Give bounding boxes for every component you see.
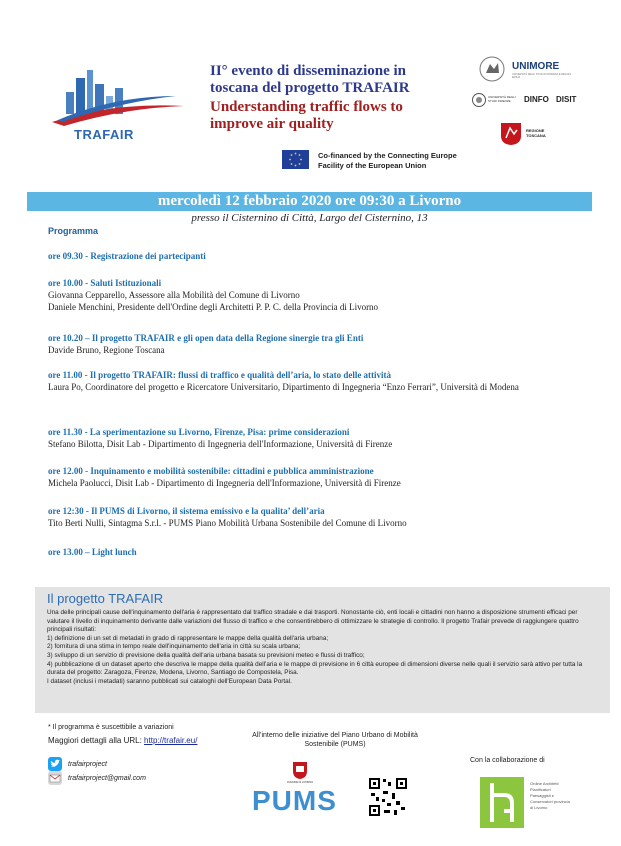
project-info-box [35, 587, 610, 713]
livorno-crest-icon [290, 760, 310, 780]
unifi-dinfo-disit-logos [472, 92, 612, 114]
event-date-banner: mercoledì 12 febbraio 2020 ore 09:30 a Livorno [27, 192, 592, 211]
program-item-desc: Michela Paolucci, Disit Lab - Dipartimento di Ingegneria dell'Informazione, Università di Firenze [48, 478, 401, 488]
unimore-sub: UNIVERSITÀ DEGLI STUDI DI MODENA E REGGIO EMILIA [512, 73, 572, 79]
regione-toscana-emblem-icon [500, 122, 522, 146]
unimore-name: UNIMORE [512, 61, 560, 72]
program-item-desc: Tito Berti Nulli, Sintagma S.r.l. - PUMS Piano Mobilità Urbana Sostenibile del Comune di Livorno [48, 518, 407, 528]
program-item [48, 465, 588, 489]
dinfo-name: DINFO [524, 95, 549, 104]
ordine-architetti-icon [478, 775, 526, 830]
program-item-title: ore 12.00 - Inquinamento e mobilità sostenibile: cittadini e pubblica amministrazione [48, 466, 374, 476]
program-item [48, 250, 588, 262]
unifi-seal-icon [472, 92, 486, 108]
event-venue: presso il Cisternino di Città, Largo del Cisternino, 13 [191, 212, 428, 224]
program-item-title: ore 11.00 - Il progetto TRAFAIR: flussi di traffico e qualità dell’aria, lo stato delle attività [48, 370, 392, 380]
email-contact[interactable] [48, 771, 208, 785]
unifi-name: UNIVERSITÀ DEGLI STUDI FIRENZE [488, 95, 516, 103]
program-item-title: ore 10.20 – Il progetto TRAFAIR e gli open data della Regione sinergie tra gli Enti [48, 333, 364, 343]
program-disclaimer: * Il programma è suscettibile a variazioni [48, 724, 174, 731]
email-icon [48, 771, 62, 785]
program-item [48, 426, 588, 450]
eu-flag-icon [282, 150, 309, 169]
ordine-architetti-name: Ordine Architetti Pianificatori Paesaggisti e Conservatori provincia di Livorno [530, 781, 570, 810]
event-title: II° evento di disseminazione in toscana del progetto TRAFAIR [210, 63, 410, 96]
disit-name: DISIT [556, 95, 577, 104]
program-item-title: ore 11.30 - La sperimentazione su Livorno, Firenze, Pisa: prime considerazioni [48, 427, 350, 437]
more-info [48, 736, 197, 745]
twitter-icon [48, 757, 62, 771]
qr-code[interactable] [368, 777, 408, 817]
twitter-handle: trafairproject [68, 760, 107, 768]
program-item-desc: Giovanna Cepparello, Assessore alla Mobilità del Comune di Livorno Daniele Menchini, Presidente dell'Ordine degli Architetti P. P. C. della Provincia di Livorno [48, 290, 379, 312]
regione-toscana-logo [500, 122, 590, 148]
project-info-title: Il progetto TRAFAIR [47, 591, 164, 606]
program-item [48, 277, 588, 313]
event-subtitle: Understanding traffic flows to improve air quality [210, 99, 403, 132]
qr-code-icon [368, 777, 408, 817]
program-item [48, 369, 588, 393]
cofinanced-text: Co-financed by the Connecting Europe Facility of the European Union [318, 151, 457, 170]
project-info-body: Una delle principali cause dell'inquinamento dell'aria è rappresentato dal traffico stradale e dai trasporti. Nonostante ciò, enti locali e cittadini non hanno a disposizione strumenti efficaci per valutare il livello di inquinamento derivante dalle variazioni del flusso di traffico e che consentirebbero di ottimizzare le strategie di controllo. Il progetto Trafair prevede di raggiungere quattro principali risultati: 1) definizione di un set di metadati in grado di rappresentare le mappe della qualità dell'aria urbana; 2) fornitura di una stima in tempo reale dell'inquinamento dell'aria in città su scala urbana; 3) sviluppo di un servizio di previsione della qualità dell'aria urbana basata su previsioni meteo e flussi di traffico; 4) pubblicazione di un dataset aperto che descriva le mappe della qualità dell'aria e le mappe di previsione in 6 città europee di dimensioni diverse nelle quali il servizio sarà attivo per tutta la durata del progetto: Zaragoza, Firenze, Modena, Livorno, Santiago de Compostela, Pisa. I dataset (inclusi i metadati) saranno pubblicati sui cataloghi dell'European Data Portal. [47, 609, 583, 685]
comune-livorno-name: COMUNE DI LIVORNO [286, 781, 314, 784]
program-item-desc: Stefano Bilotta, Disit Lab - Dipartimento di Ingegneria dell'Informazione, Università di Firenze [48, 439, 393, 449]
collaboration-label: Con la collaborazione di [470, 757, 545, 764]
program-item-title: ore 12:30 - Il PUMS di Livorno, il sistema emissivo e la qualita’ dell’aria [48, 506, 325, 516]
program-item-title: ore 10.00 - Saluti Istituzionali [48, 278, 162, 288]
program-item [48, 546, 588, 558]
program-item [48, 332, 588, 356]
twitter-contact[interactable] [48, 757, 208, 771]
more-info-label: Maggiori dettagli alla URL: [48, 736, 145, 745]
program-heading: Programma [48, 226, 99, 236]
trafair-url-link[interactable]: http://trafair.eu/ [144, 736, 198, 745]
ordine-architetti-logo [478, 775, 578, 830]
pums-initiative-text: All’interno delle iniziative del Piano Urbano di Mobilità Sostenibile (PUMS) [252, 732, 418, 748]
regione-toscana-name: REGIONE TOSCANA [526, 128, 546, 138]
program-item-title: ore 13.00 – Light lunch [48, 547, 137, 557]
program-item-desc: Davide Bruno, Regione Toscana [48, 345, 165, 355]
program-item-title: ore 09.30 - Registrazione dei partecipanti [48, 251, 206, 261]
unimore-logo [478, 55, 598, 85]
trafair-logo-text: TRAFAIR [74, 127, 134, 142]
program-item [48, 505, 588, 529]
unimore-seal-icon [478, 55, 508, 83]
email-address: trafairproject@gmail.com [68, 774, 146, 782]
pums-logo: PUMS [252, 785, 337, 816]
program-item-desc: Laura Po, Coordinatore del progetto e Ricercatore Universitario, Dipartimento di Ingegneria “Enzo Ferrari”, Università di Modena [48, 382, 519, 392]
